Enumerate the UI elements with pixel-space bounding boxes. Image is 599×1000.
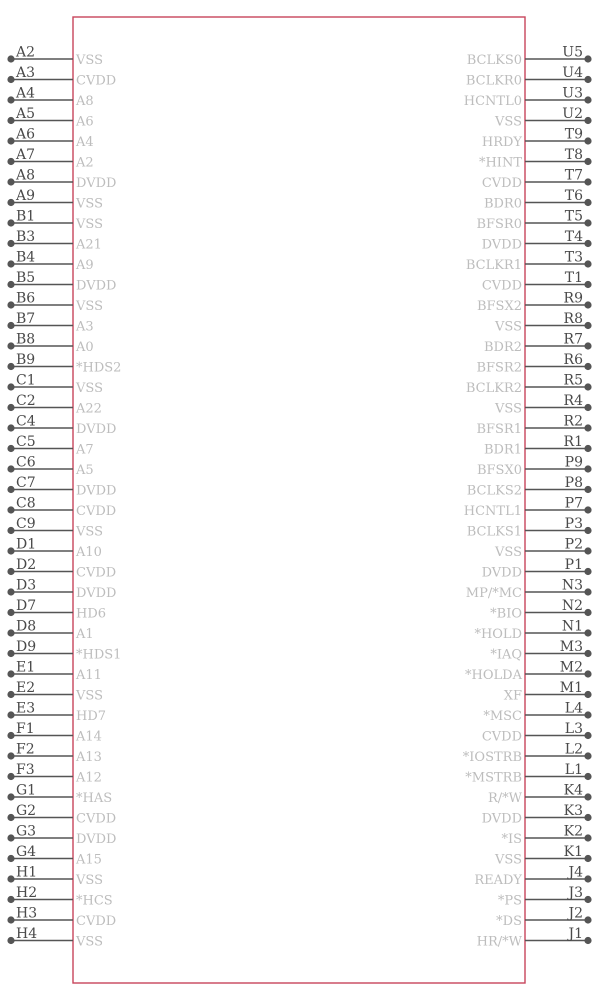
pin-number: B9: [16, 352, 36, 368]
pin-number: M2: [559, 659, 583, 676]
pin-terminal: [7, 486, 14, 493]
pin-terminal: [7, 568, 14, 575]
pin-terminal: [584, 383, 591, 390]
pin-terminal: [584, 568, 591, 575]
pin-terminal: [7, 199, 14, 206]
pin-terminal: [7, 363, 14, 370]
pin-name: A3: [76, 319, 94, 335]
pin-row: [7, 926, 103, 950]
pin-name: VSS: [495, 401, 522, 417]
pin-number: L1: [564, 762, 583, 778]
pin-name: A1: [76, 627, 94, 642]
pin-terminal: [584, 281, 591, 288]
pin-number: L2: [564, 741, 583, 758]
pin-name: VSS: [76, 299, 103, 314]
pin-number: R1: [563, 434, 583, 450]
pin-number: D3: [16, 577, 37, 594]
pin-number: K1: [563, 844, 583, 860]
pin-terminal: [584, 76, 591, 83]
pin-name: CVDD: [481, 176, 522, 191]
pin-name: BFSR0: [476, 217, 522, 232]
pin-name: HR/*W: [476, 934, 522, 950]
pin-number: P8: [564, 475, 583, 491]
pin-name: VSS: [76, 934, 103, 950]
pin-number: G4: [16, 844, 37, 860]
pin-name: VSS: [76, 688, 103, 704]
pin-number: T7: [564, 167, 583, 184]
pin-terminal: [584, 916, 591, 923]
pin-number: B4: [16, 249, 36, 266]
pin-name: HCNTL0: [463, 94, 522, 109]
pin-name: BCLKR0: [465, 73, 522, 89]
pin-number: A5: [16, 106, 36, 122]
pin-name: BDR2: [483, 340, 522, 355]
pin-terminal: [7, 547, 14, 554]
pin-terminal: [584, 260, 591, 267]
pin-name: *HCS: [76, 893, 113, 909]
pin-name: VSS: [495, 852, 522, 868]
pin-name: VSS: [76, 53, 103, 68]
pin-number: J4: [568, 864, 583, 881]
pin-number: E3: [16, 700, 36, 717]
pin-number: R9: [563, 290, 583, 307]
pin-name: MP/*MC: [465, 586, 522, 601]
pin-terminal: [7, 527, 14, 534]
pin-terminal: [584, 629, 591, 636]
pin-terminal: [584, 793, 591, 800]
pin-terminal: [7, 752, 14, 759]
pin-terminal: [7, 96, 14, 103]
pin-number: C2: [16, 393, 36, 409]
pin-terminal: [584, 178, 591, 185]
pin-terminal: [7, 629, 14, 636]
pin-terminal: [584, 465, 591, 472]
pin-terminal: [7, 76, 14, 83]
pin-number: D9: [16, 639, 37, 655]
pin-name: A21: [76, 237, 102, 253]
pin-name: CVDD: [481, 278, 522, 294]
pin-name: A11: [76, 668, 102, 683]
pin-name: DVDD: [76, 832, 117, 847]
pin-number: M3: [559, 639, 583, 655]
pin-name: A22: [76, 401, 102, 417]
pin-name: A2: [76, 155, 94, 171]
pin-terminal: [584, 937, 591, 944]
pin-name: BCLKS1: [466, 524, 522, 540]
pin-terminal: [584, 342, 591, 349]
pin-number: N2: [561, 598, 583, 614]
pin-terminal: [584, 855, 591, 862]
pin-number: C7: [16, 475, 36, 491]
pin-name: A12: [76, 770, 102, 786]
pin-name: DVDD: [76, 586, 117, 601]
pin-number: E2: [16, 680, 36, 696]
pin-name: VSS: [495, 114, 522, 130]
pin-name: A13: [76, 750, 102, 765]
pin-number: U2: [562, 106, 583, 122]
pin-name: HD6: [76, 606, 107, 622]
pin-name: CVDD: [76, 914, 117, 929]
pin-terminal: [7, 342, 14, 349]
pin-number: E1: [16, 659, 36, 676]
pin-terminal: [584, 96, 591, 103]
left-pin-column: [7, 45, 121, 950]
pin-number: P1: [564, 557, 583, 573]
pin-number: T4: [564, 229, 583, 245]
pin-terminal: [584, 814, 591, 821]
pin-number: A9: [16, 188, 36, 204]
pin-name: *DS: [496, 914, 522, 929]
pin-number: P3: [564, 516, 583, 532]
pin-terminal: [584, 691, 591, 698]
pin-number: G2: [16, 803, 37, 819]
pin-name: *IS: [501, 832, 522, 847]
pin-terminal: [7, 117, 14, 124]
pin-number: N1: [561, 618, 583, 635]
pin-number: B8: [16, 331, 36, 348]
pin-name: DVDD: [481, 565, 522, 581]
pin-name: DVDD: [76, 422, 117, 437]
pin-number: T9: [564, 126, 583, 143]
pin-terminal: [584, 55, 591, 62]
pin-terminal: [7, 855, 14, 862]
pin-name: VSS: [76, 524, 103, 540]
pin-terminal: [584, 732, 591, 739]
pin-number: R7: [563, 331, 583, 348]
pin-number: J2: [568, 905, 583, 922]
pin-number: C6: [16, 454, 36, 471]
pin-name: BDR1: [483, 442, 522, 458]
pin-number: B7: [16, 311, 36, 327]
pin-terminal: [584, 137, 591, 144]
pin-number: N3: [561, 577, 583, 594]
pin-number: A2: [16, 44, 36, 61]
pin-number: L3: [564, 721, 583, 737]
pin-terminal: [7, 896, 14, 903]
pin-name: R/*W: [487, 791, 522, 806]
pin-number: K4: [563, 782, 583, 799]
pin-name: CVDD: [76, 565, 117, 581]
pin-terminal: [7, 937, 14, 944]
pin-number: T8: [564, 147, 583, 163]
pin-number: T1: [564, 270, 583, 286]
pin-number: P9: [564, 454, 583, 471]
pin-terminal: [7, 424, 14, 431]
pin-number: K2: [563, 823, 583, 840]
pin-terminal: [7, 793, 14, 800]
pin-number: T6: [564, 188, 583, 204]
pin-name: BFSX0: [476, 463, 522, 478]
pin-terminal: [584, 506, 591, 513]
pin-number: M1: [559, 680, 583, 696]
pin-terminal: [584, 527, 591, 534]
pin-terminal: [584, 424, 591, 431]
pin-name: BCLKR2: [465, 381, 522, 396]
pin-name: VSS: [76, 217, 103, 232]
pin-number: R2: [563, 413, 583, 430]
pin-terminal: [7, 506, 14, 513]
pin-number: F3: [16, 762, 35, 778]
pin-name: DVDD: [76, 176, 117, 191]
pin-name: BDR0: [483, 196, 522, 212]
pin-terminal: [584, 609, 591, 616]
pin-number: L4: [564, 700, 583, 717]
pin-number: H2: [16, 885, 38, 901]
pin-number: A4: [16, 85, 36, 102]
pin-name: CVDD: [76, 504, 117, 519]
pin-terminal: [7, 322, 14, 329]
pin-terminal: [584, 219, 591, 226]
pin-number: P2: [564, 536, 583, 553]
pin-terminal: [584, 322, 591, 329]
pin-terminal: [584, 650, 591, 657]
pin-name: VSS: [76, 873, 103, 888]
pin-terminal: [584, 773, 591, 780]
pin-name: *IOSTRB: [462, 750, 522, 765]
pin-terminal: [584, 752, 591, 759]
pin-terminal: [7, 158, 14, 165]
pin-number: R4: [563, 393, 583, 409]
pin-terminal: [7, 773, 14, 780]
pin-terminal: [584, 834, 591, 841]
pin-number: A8: [16, 167, 36, 184]
pin-row: [477, 926, 592, 950]
pin-terminal: [584, 240, 591, 247]
pin-terminal: [7, 814, 14, 821]
pin-name: A5: [76, 463, 94, 478]
pin-number: A7: [16, 147, 36, 163]
pin-terminal: [584, 445, 591, 452]
pin-number: A6: [16, 126, 36, 143]
pin-name: *HDS2: [76, 360, 122, 376]
pin-name: *BIO: [490, 606, 522, 622]
pin-terminal: [584, 711, 591, 718]
pin-terminal: [7, 301, 14, 308]
pin-number: B5: [16, 270, 36, 286]
pin-name: VSS: [76, 196, 103, 212]
pin-name: BFSX2: [476, 299, 522, 314]
pin-name: *MSTRB: [465, 770, 522, 786]
pin-number: B6: [16, 290, 36, 307]
pin-number: J1: [568, 926, 583, 942]
pin-name: *IAQ: [490, 647, 522, 663]
pin-terminal: [7, 404, 14, 411]
pin-name: READY: [474, 873, 522, 888]
pin-terminal: [584, 670, 591, 677]
pin-terminal: [584, 896, 591, 903]
pin-terminal: [7, 732, 14, 739]
pin-name: *HDS1: [76, 647, 122, 663]
pin-terminal: [7, 609, 14, 616]
pin-name: CVDD: [76, 811, 117, 827]
pin-name: A6: [76, 114, 94, 130]
pin-name: HRDY: [481, 135, 522, 150]
right-pin-column: [463, 45, 592, 950]
pin-terminal: [584, 199, 591, 206]
pin-number: R8: [563, 311, 583, 327]
pin-name: A4: [76, 135, 94, 150]
pin-name: A9: [76, 258, 94, 273]
pin-number: D2: [16, 557, 37, 573]
pin-terminal: [7, 260, 14, 267]
pin-number: C9: [16, 516, 36, 532]
pin-number: U3: [562, 85, 583, 102]
pin-terminal: [7, 281, 14, 288]
pin-terminal: [584, 486, 591, 493]
pin-number: A3: [16, 65, 36, 81]
pin-name: HCNTL1: [463, 504, 522, 519]
pin-number: J3: [568, 885, 583, 901]
pin-terminal: [7, 588, 14, 595]
pin-terminal: [584, 404, 591, 411]
pin-number: D1: [16, 536, 37, 553]
pin-terminal: [7, 137, 14, 144]
pin-terminal: [7, 465, 14, 472]
pin-name: *HOLDA: [465, 668, 522, 683]
pin-name: XF: [503, 688, 522, 704]
pin-name: CVDD: [76, 73, 117, 89]
pin-number: U4: [562, 65, 583, 81]
pin-number: F2: [16, 741, 35, 758]
pin-terminal: [7, 55, 14, 62]
pin-number: D8: [16, 618, 37, 635]
pin-terminal: [584, 875, 591, 882]
pin-terminal: [7, 711, 14, 718]
pin-name: BCLKS0: [466, 53, 522, 68]
pin-name: A8: [76, 94, 94, 109]
pin-terminal: [7, 178, 14, 185]
pin-number: H4: [16, 926, 38, 942]
pin-terminal: [7, 650, 14, 657]
pin-name: *HINT: [478, 155, 522, 171]
pin-number: C1: [16, 372, 36, 389]
pin-name: *MSC: [483, 709, 522, 724]
pin-name: *HOLD: [474, 627, 522, 642]
pin-name: VSS: [76, 381, 103, 396]
pin-name: BCLKS2: [466, 483, 522, 499]
pin-number: R5: [563, 372, 583, 389]
pin-name: BFSR1: [476, 422, 522, 437]
pin-terminal: [584, 588, 591, 595]
pin-terminal: [7, 219, 14, 226]
pin-number: T3: [564, 249, 583, 266]
pin-number: C4: [16, 413, 36, 430]
pin-number: F1: [16, 721, 35, 737]
pin-number: K3: [563, 803, 583, 819]
pin-name: VSS: [495, 545, 522, 560]
pin-terminal: [7, 670, 14, 677]
pin-number: G3: [16, 823, 37, 840]
pin-number: B1: [16, 208, 36, 225]
pin-number: P7: [564, 495, 583, 512]
pin-number: G1: [16, 782, 37, 799]
pin-number: D7: [16, 598, 37, 614]
pin-terminal: [7, 875, 14, 882]
pin-name: DVDD: [481, 237, 522, 253]
pin-terminal: [584, 158, 591, 165]
pin-terminal: [584, 117, 591, 124]
pin-name: DVDD: [481, 811, 522, 827]
pin-name: BFSR2: [476, 360, 522, 376]
pin-terminal: [7, 383, 14, 390]
pin-name: A14: [76, 729, 102, 745]
pin-number: C5: [16, 434, 36, 450]
pin-name: A0: [76, 340, 94, 355]
pin-terminal: [7, 691, 14, 698]
pin-name: CVDD: [481, 729, 522, 745]
pin-name: BCLKR1: [465, 258, 522, 273]
pin-name: DVDD: [76, 483, 117, 499]
pin-number: U5: [562, 44, 583, 61]
pin-terminal: [584, 363, 591, 370]
pin-name: DVDD: [76, 278, 117, 294]
pin-name: VSS: [495, 319, 522, 335]
pin-number: H1: [16, 864, 38, 881]
pin-name: HD7: [76, 709, 107, 724]
pin-number: B3: [16, 229, 36, 245]
pin-terminal: [7, 834, 14, 841]
pin-name: A7: [76, 442, 94, 458]
pin-number: R6: [563, 352, 583, 368]
pin-terminal: [584, 547, 591, 554]
pin-name: A15: [76, 852, 102, 868]
pin-terminal: [7, 445, 14, 452]
pin-name: *HAS: [76, 791, 113, 806]
pin-number: C8: [16, 495, 36, 512]
pin-number: T5: [564, 208, 583, 225]
pin-name: *PS: [497, 893, 522, 909]
pin-terminal: [7, 240, 14, 247]
pin-number: H3: [16, 905, 38, 922]
pin-terminal: [7, 916, 14, 923]
pin-name: A10: [76, 545, 102, 560]
pin-terminal: [584, 301, 591, 308]
component-body: [73, 17, 525, 983]
